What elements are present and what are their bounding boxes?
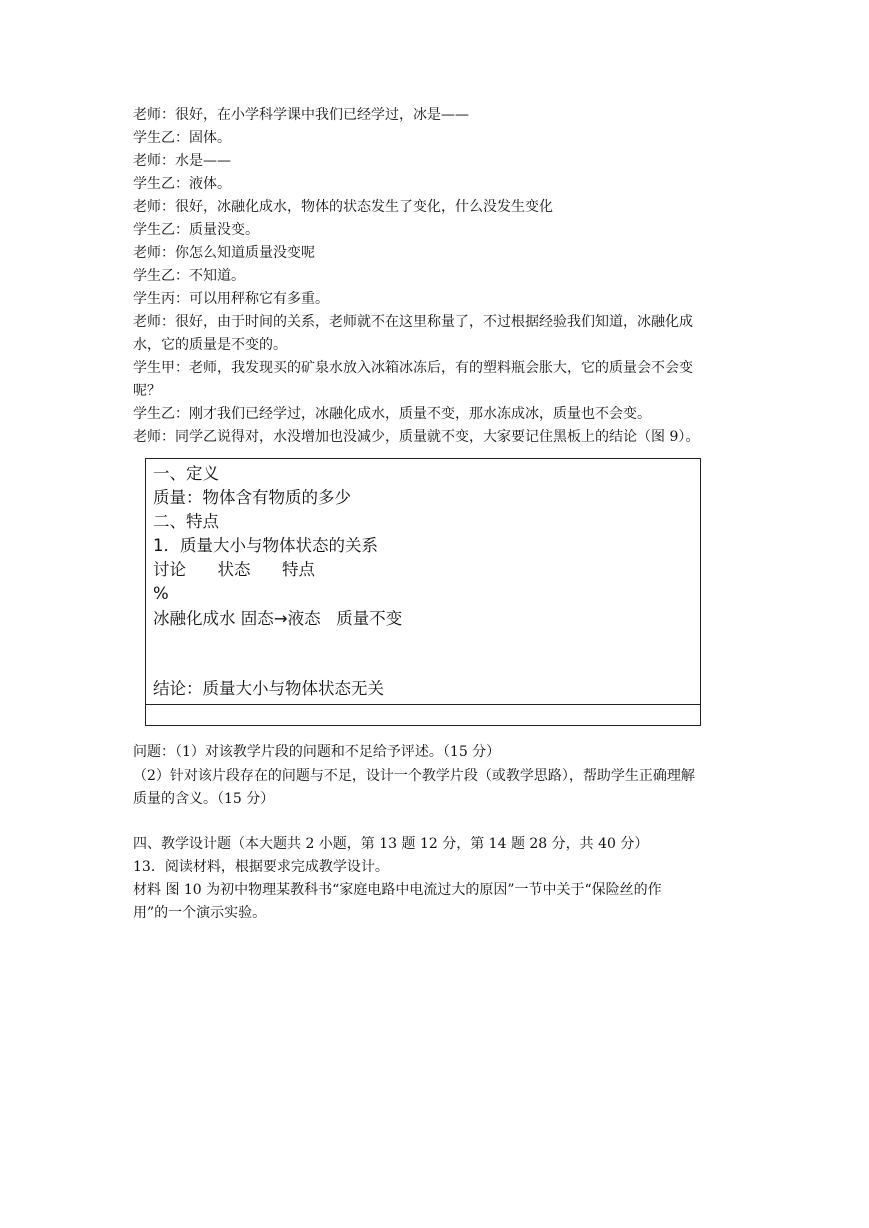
dialogue-line: 学生丙：可以用秤称它有多重。 [133, 291, 329, 307]
board-heading-definition: 一、定义 [153, 464, 219, 483]
dialogue-line: 学生甲：老师，我发现买的矿泉水放入冰箱冰冻后，有的塑料瓶会胀大，它的质量会不会变 [133, 360, 693, 376]
section-line: 13．阅读材料，根据要求完成教学设计。 [133, 859, 389, 875]
dialogue-line: 老师：你怎么知道质量没变呢 [133, 245, 315, 261]
board-table-row: 冰融化成水 固态→液态 质量不变 [153, 609, 403, 628]
dialogue-line: 学生乙：固体。 [133, 130, 231, 146]
dialogue-line: 呢？ [133, 383, 161, 399]
dialogue-line: 学生乙：刚才我们已经学过，冰融化成水，质量不变，那水冻成冰，质量也不会变。 [133, 406, 651, 422]
section-line: 用”的一个演示实验。 [133, 905, 267, 921]
board-divider [146, 704, 700, 705]
dialogue-line: 老师：很好，在小学科学课中我们已经学过，冰是—— [133, 107, 469, 123]
question-line: （2）针对该片段存在的问题与不足，设计一个教学片段（或教学思路），帮助学生正确理解 [133, 768, 695, 784]
section-heading: 四、教学设计题（本大题共 2 小题，第 13 题 12 分，第 14 题 28 分，共 40 分） [133, 836, 649, 852]
dialogue-line: 老师：水是—— [133, 153, 231, 169]
dialogue-line: 老师：很好，冰融化成水，物体的状态发生了变化，什么没发生变化 [133, 199, 553, 215]
blackboard-figure [145, 458, 701, 726]
board-heading-features: 二、特点 [153, 512, 219, 531]
dialogue-line: 老师：很好，由于时间的关系，老师就不在这里称量了，不过根据经验我们知道，冰融化成 [133, 314, 693, 330]
dialogue-line: 水，它的质量是不变的。 [133, 337, 287, 353]
dialogue-line: 学生乙：液体。 [133, 176, 231, 192]
section-line: 材料 图 10 为初中物理某教科书“家庭电路中电流过大的原因”一节中关于“保险丝的作 [133, 882, 662, 898]
board-symbol: % [153, 584, 169, 603]
board-table-header: 讨论 状态 特点 [153, 560, 315, 579]
board-feature-item: 1．质量大小与物体状态的关系 [153, 536, 378, 555]
board-definition-text: 质量：物体含有物质的多少 [153, 488, 351, 507]
question-line: 质量的含义。（15 分） [133, 791, 275, 807]
dialogue-line: 学生乙：不知道。 [133, 268, 245, 284]
question-line: 问题：（1）对该教学片段的问题和不足给予评述。（15 分） [133, 744, 501, 760]
board-conclusion: 结论：质量大小与物体状态无关 [153, 679, 384, 698]
dialogue-line: 学生乙：质量没变。 [133, 222, 259, 238]
dialogue-line: 老师：同学乙说得对，水没增加也没减少，质量就不变，大家要记住黑板上的结论（图 9）。 [133, 429, 700, 445]
